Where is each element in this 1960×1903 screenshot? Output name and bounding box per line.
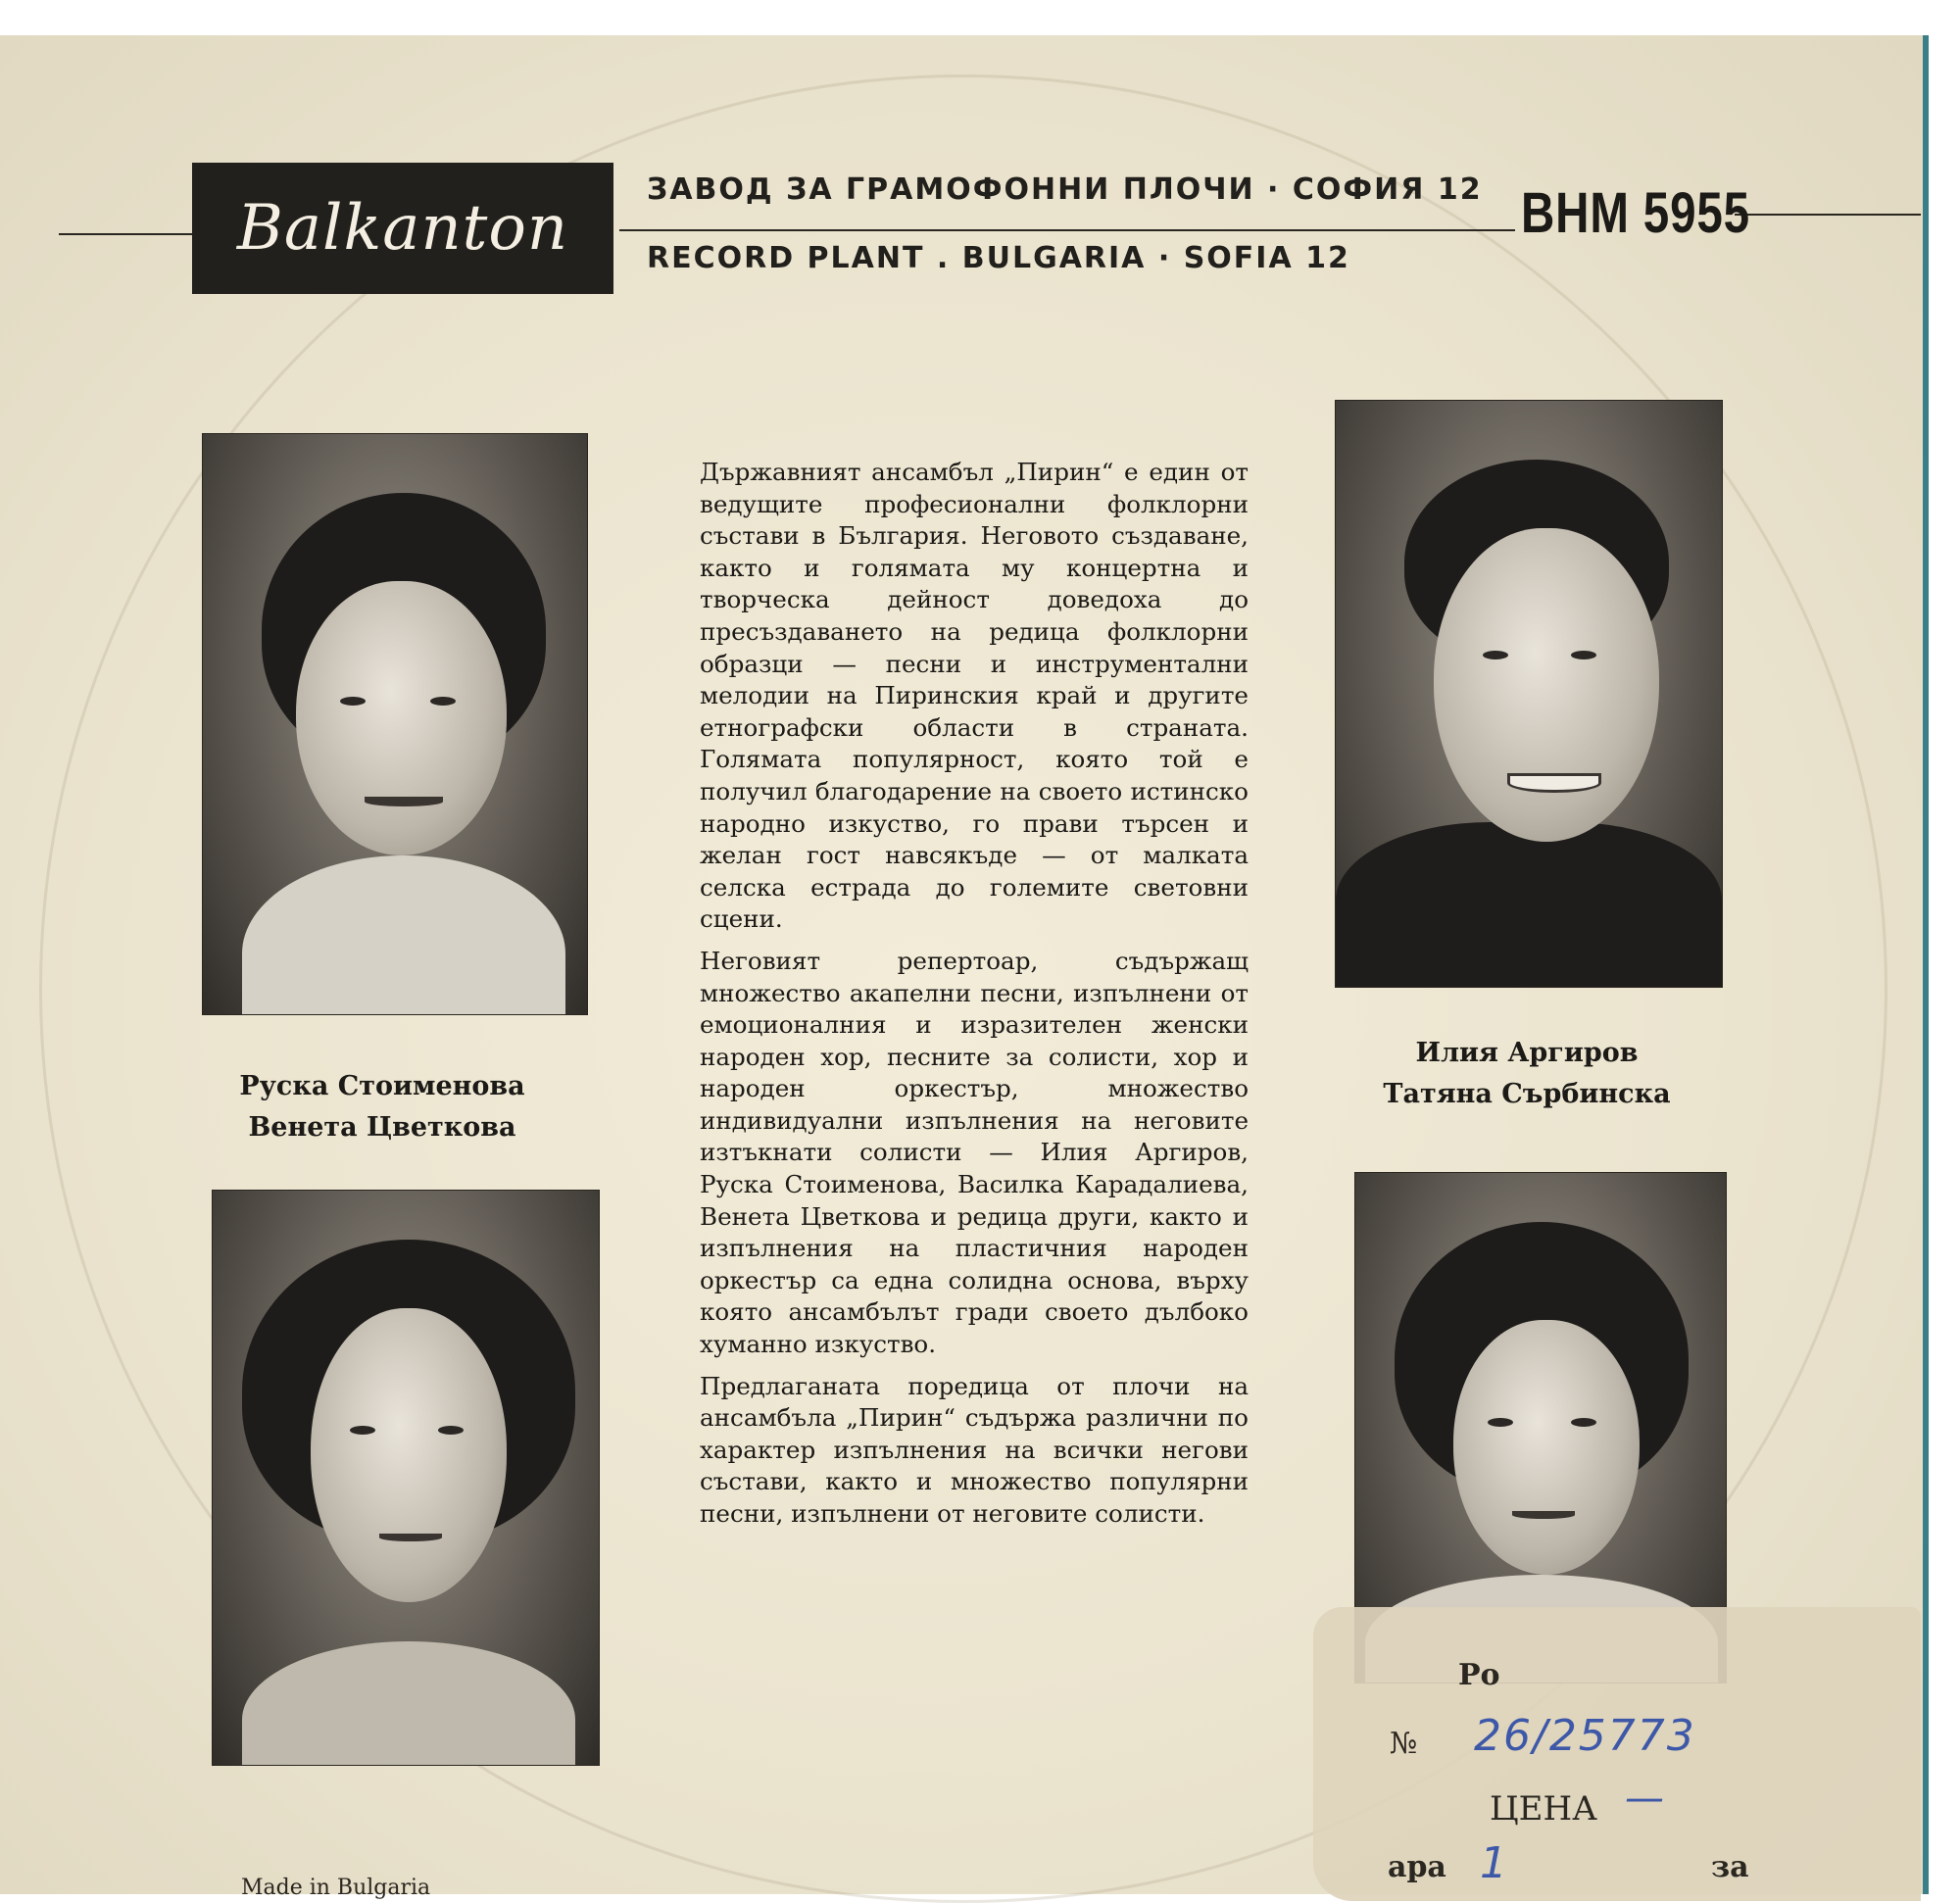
photo-eye xyxy=(350,1426,375,1435)
photo-eye xyxy=(1571,651,1596,659)
photo-mouth xyxy=(1512,1511,1575,1519)
caption-name: Руска Стоименова xyxy=(239,1071,525,1101)
description-paragraph: Предлаганата поредица от плочи на ансамбъла „Пирин“ съдържа различни по характер изпълнения на всички негови състави, както и множество популярни песни, изпълнени от неговите солисти. xyxy=(700,1371,1249,1528)
plant-name-bulgarian: ЗАВОД ЗА ГРАМОФОННИ ПЛОЧИ · СОФИЯ 12 xyxy=(647,172,1483,207)
photo-eye xyxy=(1483,651,1508,659)
stamp-text: ара xyxy=(1388,1850,1446,1884)
header-rule-right xyxy=(1735,214,1921,216)
photo-face xyxy=(311,1308,507,1602)
description-paragraph: Държавният ансамбъл „Пирин“ е един от ведущите професионални фолклорни състави в България. Неговото създаване, както и голямата му концертна и творческа дейност доведоха до пресъздаването на редица фолклорни образци — песни и инструментални мелодии на Пиринския край и другите етнографски области в страната. Голямата популярност, която той е получил благодарение на своето истинско народно изкуство, го прави търсен и желан гост навсякъде — от малката селска естрада до големите световни сцени. xyxy=(700,458,1249,934)
ensemble-description xyxy=(700,457,1249,1540)
stamp-value: 1 xyxy=(1480,1838,1507,1888)
photo-eye xyxy=(430,697,456,706)
stamp-price-dash: — xyxy=(1625,1776,1664,1821)
made-in-bulgaria: Made in Bulgaria xyxy=(241,1876,431,1900)
photo-mouth xyxy=(1507,773,1601,793)
photo-face xyxy=(296,581,507,855)
stamp-price-label: ЦЕНА xyxy=(1490,1789,1597,1829)
stamp-text: за xyxy=(1711,1850,1749,1884)
photo-shoulders xyxy=(242,1641,575,1766)
catalog-number: ВНМ 5955 xyxy=(1521,181,1750,245)
photo-iliya-argirov xyxy=(1335,400,1723,988)
photo-eye xyxy=(340,697,366,706)
photo-ruska-stoimenova xyxy=(202,433,588,1015)
caption-right xyxy=(1321,1033,1733,1115)
photo-mouth xyxy=(379,1534,442,1541)
price-stamp xyxy=(1313,1607,1921,1901)
photo-face xyxy=(1453,1320,1640,1575)
caption-name: Венета Цветкова xyxy=(248,1112,516,1143)
photo-mouth xyxy=(365,797,443,806)
stamp-number-value: 26/25773 xyxy=(1474,1711,1696,1761)
photo-eye xyxy=(1571,1418,1596,1427)
photo-eye xyxy=(438,1426,464,1435)
photo-eye xyxy=(1488,1418,1513,1427)
description-paragraph: Неговият репертоар, съдържащ множество акапелни песни, изпълнени от емоционалния и изразителен женски народен хор, песните за солисти, хор и народен оркестър, множество индивидуални изпълнения на неговите изтъкнати солисти — Илия Аргиров, Руска Стоименова, Василка Карадалиева, Венета Цветкова и редица други, както и изпълнения на пластичния народен оркестър са една солидна основа, върху която ансамбълът гради своето дълбоко хуманно изкуство. xyxy=(700,946,1249,1359)
photo-veneta-tsvetkova xyxy=(212,1190,600,1766)
photo-suit xyxy=(1336,822,1722,988)
stamp-text: Ро xyxy=(1458,1658,1500,1692)
header-rule-left xyxy=(59,233,192,235)
caption-left xyxy=(176,1066,588,1148)
stamp-number-label: № xyxy=(1390,1727,1418,1761)
plant-name-english: RECORD PLANT . BULGARIA · SOFIA 12 xyxy=(647,241,1350,275)
caption-name: Татяна Сърбинска xyxy=(1383,1079,1671,1109)
header-rule-middle xyxy=(619,229,1515,231)
photo-shoulders xyxy=(242,855,565,1015)
brand-name: Balkanton xyxy=(236,192,569,265)
photo-face xyxy=(1434,528,1659,842)
balkanton-logo xyxy=(192,163,613,294)
caption-name: Илия Аргиров xyxy=(1415,1038,1639,1068)
